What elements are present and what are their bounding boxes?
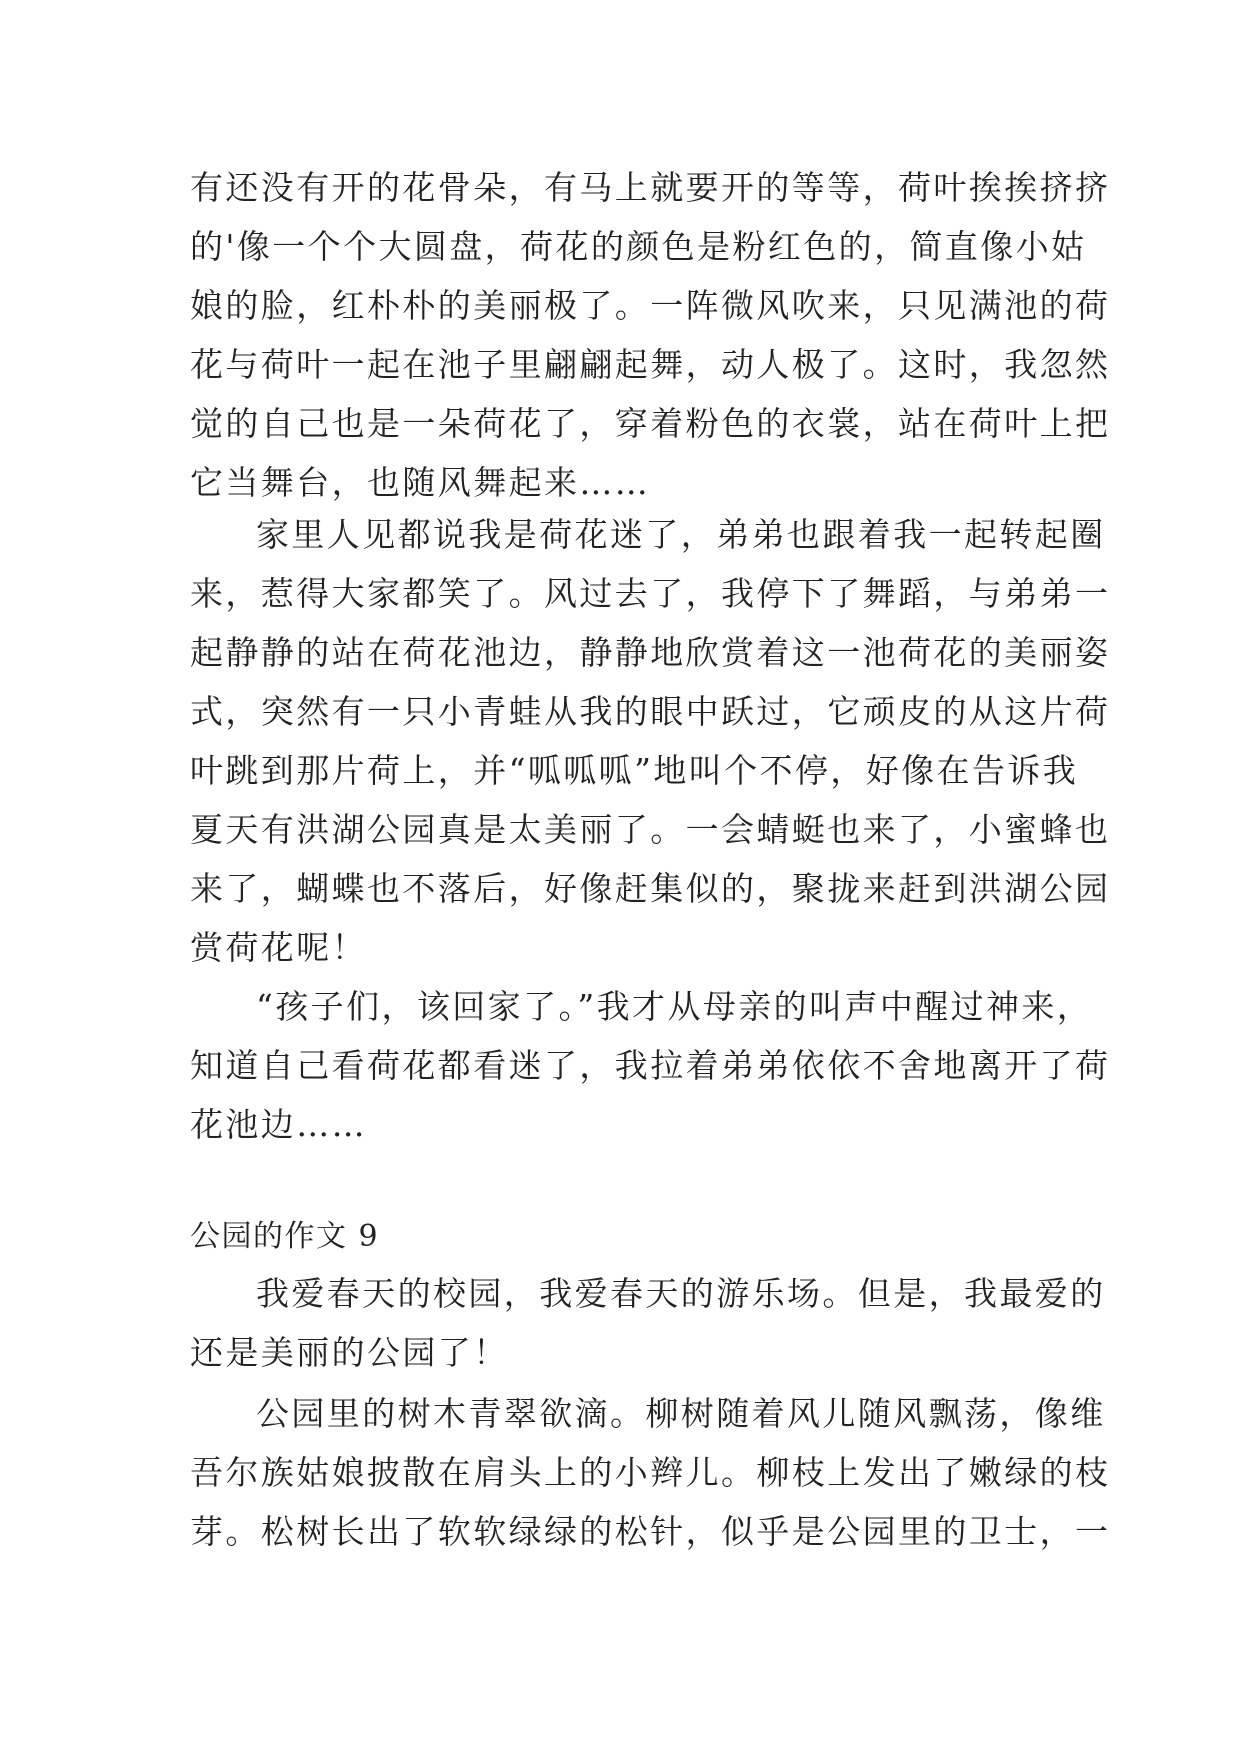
paragraph-park-trees bbox=[190, 1384, 1111, 1561]
paragraph-line: 来了，蝴蝶也不落后，好像赶集似的，聚拢来赶到洪湖公园 bbox=[190, 869, 1111, 908]
paragraph-line: 娘的脸，红朴朴的美丽极了。一阵微风吹来，只见满池的荷 bbox=[190, 286, 1111, 325]
paragraph-line: 家里人见都说我是荷花迷了，弟弟也跟着我一起转起圈 bbox=[256, 515, 1106, 554]
paragraph-line: 式，突然有一只小青蛙从我的眼中跃过，它顽皮的从这片荷 bbox=[190, 692, 1111, 731]
paragraph-going-home bbox=[190, 977, 1111, 1154]
paragraph-line: 吾尔族姑娘披散在肩头上的小辫儿。柳枝上发出了嫩绿的枝 bbox=[190, 1453, 1111, 1492]
paragraph-line: 花与荷叶一起在池子里翩翩起舞，动人极了。这时，我忽然 bbox=[190, 345, 1111, 384]
paragraph-line: 夏天有洪湖公园真是太美丽了。一会蜻蜓也来了，小蜜蜂也 bbox=[190, 810, 1111, 849]
paragraph-line: 的'像一个个大圆盘，荷花的颜色是粉红色的，简直像小姑 bbox=[190, 227, 1087, 266]
paragraph-line: 来，惹得大家都笑了。风过去了，我停下了舞蹈，与弟弟一 bbox=[190, 574, 1111, 613]
paragraph-line: 芽。松树长出了软软绿绿的松针，似乎是公园里的卫士，一 bbox=[190, 1512, 1111, 1551]
paragraph-line: 觉的自己也是一朵荷花了，穿着粉色的衣裳，站在荷叶上把 bbox=[190, 404, 1111, 443]
paragraph-line: “孩子们，该回家了。”我才从母亲的叫声中醒过神来， bbox=[256, 987, 1093, 1026]
paragraph-love-park bbox=[190, 1264, 1106, 1382]
paragraph-line: 还是美丽的公园了！ bbox=[190, 1333, 509, 1372]
paragraph-lotus-description bbox=[190, 158, 1111, 512]
paragraph-line: 知道自己看荷花都看迷了，我拉着弟弟依依不舍地离开了荷 bbox=[190, 1046, 1111, 1085]
paragraph-family-laughs bbox=[190, 505, 1111, 977]
paragraph-line: 有还没有开的花骨朵，有马上就要开的等等，荷叶挨挨挤挤 bbox=[190, 168, 1111, 207]
paragraph-line: 公园里的树木青翠欲滴。柳树随着风儿随风飘荡，像维 bbox=[256, 1394, 1106, 1433]
paragraph-line: 起静静的站在荷花池边，静静地欣赏着这一池荷花的美丽姿 bbox=[190, 633, 1111, 672]
essay-heading: 公园的作文 9 bbox=[190, 1219, 380, 1254]
paragraph-line: 我爱春天的校园，我爱春天的游乐场。但是，我最爱的 bbox=[256, 1274, 1106, 1313]
paragraph-line: 花池边…… bbox=[190, 1105, 367, 1144]
paragraph-line: 叶跳到那片荷上，并“呱呱呱”地叫个不停，好像在告诉我 bbox=[190, 751, 1079, 790]
paragraph-line: 赏荷花呢！ bbox=[190, 928, 367, 967]
paragraph-line: 它当舞台，也随风舞起来…… bbox=[190, 463, 651, 502]
